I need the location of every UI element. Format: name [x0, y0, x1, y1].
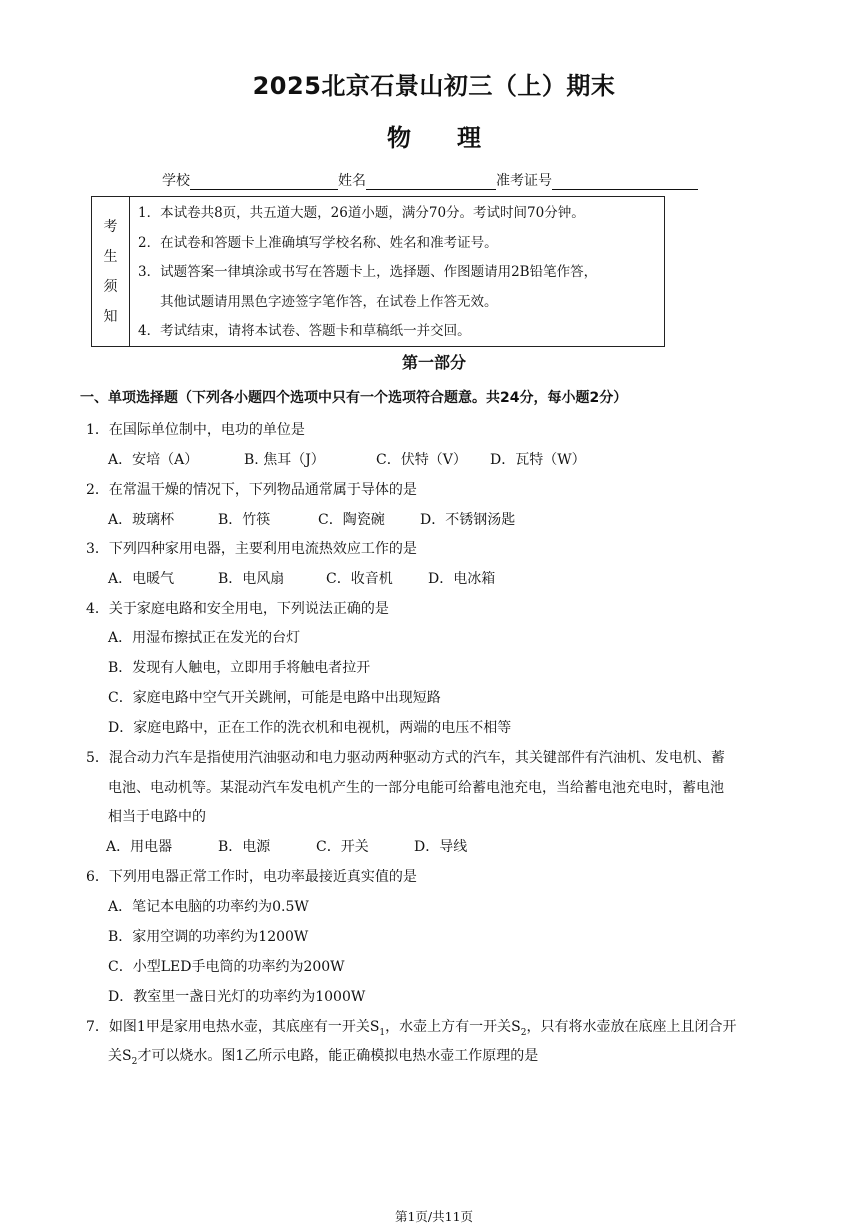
q6-option-d: D．教室里一盏日光灯的功率约为1000W: [108, 989, 366, 1005]
school-blank[interactable]: [190, 174, 338, 190]
q5-option-c: C．开关: [316, 839, 369, 855]
q1-option-d: D．瓦特（W）: [490, 452, 586, 468]
question-7-stem-line: 7．如图1甲是家用电热水壶，其底座有一开关$S_1$，水壶上方有一开关$S_2$，只有将水壶放在底座上且闭合开: [86, 1019, 737, 1038]
exam-title: 2025北京石景山初三（上）期末: [252, 72, 616, 100]
notice-side-label: 考 生 须 知: [92, 197, 130, 346]
q2-option-a: A．玻璃杯: [108, 512, 175, 528]
q6-option-b: B．家用空调的功率约为1200W: [108, 929, 309, 945]
q5-option-a: A．用电器: [106, 839, 173, 855]
q6-option-a: A．笔记本电脑的功率约为0.5W: [108, 899, 309, 915]
exam-id-label: 准考证号: [496, 173, 552, 189]
question-1-stem: 1．在国际单位制中，电功的单位是: [86, 422, 305, 438]
q3-option-c: C．收音机: [326, 571, 393, 587]
q1-option-a: A．安培（A）: [108, 452, 199, 468]
subject-title: 物理: [387, 124, 527, 152]
exam-id-blank[interactable]: [552, 174, 698, 190]
question-6-stem: 6．下列用电器正常工作时，电功率最接近真实值的是: [86, 869, 417, 885]
q3-option-a: A．电暖气: [108, 571, 175, 587]
q4-option-a: A．用湿布擦拭正在发光的台灯: [108, 630, 301, 646]
name-blank[interactable]: [366, 174, 496, 190]
q2-option-b: B．竹筷: [218, 512, 271, 528]
q3-option-b: B．电风扇: [218, 571, 285, 587]
q4-option-b: B．发现有人触电，立即用手将触电者拉开: [108, 660, 371, 676]
q4-option-d: D．家庭电路中，正在工作的洗衣机和电视机，两端的电压不相等: [108, 720, 512, 736]
student-info-row: [162, 170, 698, 190]
q4-option-c: C．家庭电路中空气开关跳闸，可能是电路中出现短路: [108, 690, 441, 706]
notice-lines: [130, 197, 664, 346]
notice-line: 2．在试卷和答题卡上准确填写学校名称、姓名和准考证号。: [138, 234, 498, 251]
notice-line: 4．考试结束，请将本试卷、答题卡和草稿纸一并交回。: [138, 323, 471, 340]
school-label: 学校: [162, 173, 190, 189]
page-footer: 第1页/共11页: [394, 1209, 474, 1224]
question-7-stem-line: 关$S_2$才可以烧水。图1乙所示电路，能正确模拟电热水壶工作原理的是: [108, 1048, 539, 1067]
question-3-stem: 3．下列四种家用电器，主要利用电流热效应工作的是: [86, 541, 417, 557]
notice-line: 其他试题请用黑色字迹签字笔作答，在试卷上作答无效。: [160, 293, 498, 310]
question-5-stem-line: 电池、电动机等。某混动汽车发电机产生的一部分电能可给蓄电池充电，当给蓄电池充电时，蓄电池: [108, 780, 724, 796]
section-title: 一、单项选择题（下列各小题四个选项中只有一个选项符合题意。共24分，每小题2分）: [80, 390, 628, 406]
notice-line: 1．本试卷共8页，共五道大题，26道小题，满分70分。考试时间70分钟。: [138, 205, 585, 221]
q3-option-d: D．电冰箱: [428, 571, 496, 587]
q6-option-c: C．小型LED手电筒的功率约为200W: [108, 959, 345, 975]
question-2-stem: 2．在常温干燥的情况下，下列物品通常属于导体的是: [86, 482, 417, 498]
q2-option-d: D．不锈钢汤匙: [420, 512, 516, 528]
q1-option-c: C．伏特（V）: [376, 452, 467, 468]
notice-line: 3．试题答案一律填涂或书写在答题卡上，选择题、作图题请用2B铅笔作答，: [138, 264, 598, 281]
q5-option-b: B．电源: [218, 839, 271, 855]
name-label: 姓名: [338, 173, 366, 189]
q2-option-c: C．陶瓷碗: [318, 512, 385, 528]
question-4-stem: 4．关于家庭电路和安全用电，下列说法正确的是: [86, 601, 389, 617]
question-5-stem-line: 相当于电路中的: [108, 809, 206, 825]
exam-notice-box: [91, 196, 665, 347]
q5-option-d: D．导线: [414, 839, 468, 855]
part-title: 第一部分: [401, 353, 466, 372]
q1-option-b: B. 焦耳（J）: [244, 452, 325, 468]
question-5-stem-line: 5．混合动力汽车是指使用汽油驱动和电力驱动两种驱动方式的汽车，其关键部件有汽油机、发电机、蓄: [86, 750, 725, 766]
